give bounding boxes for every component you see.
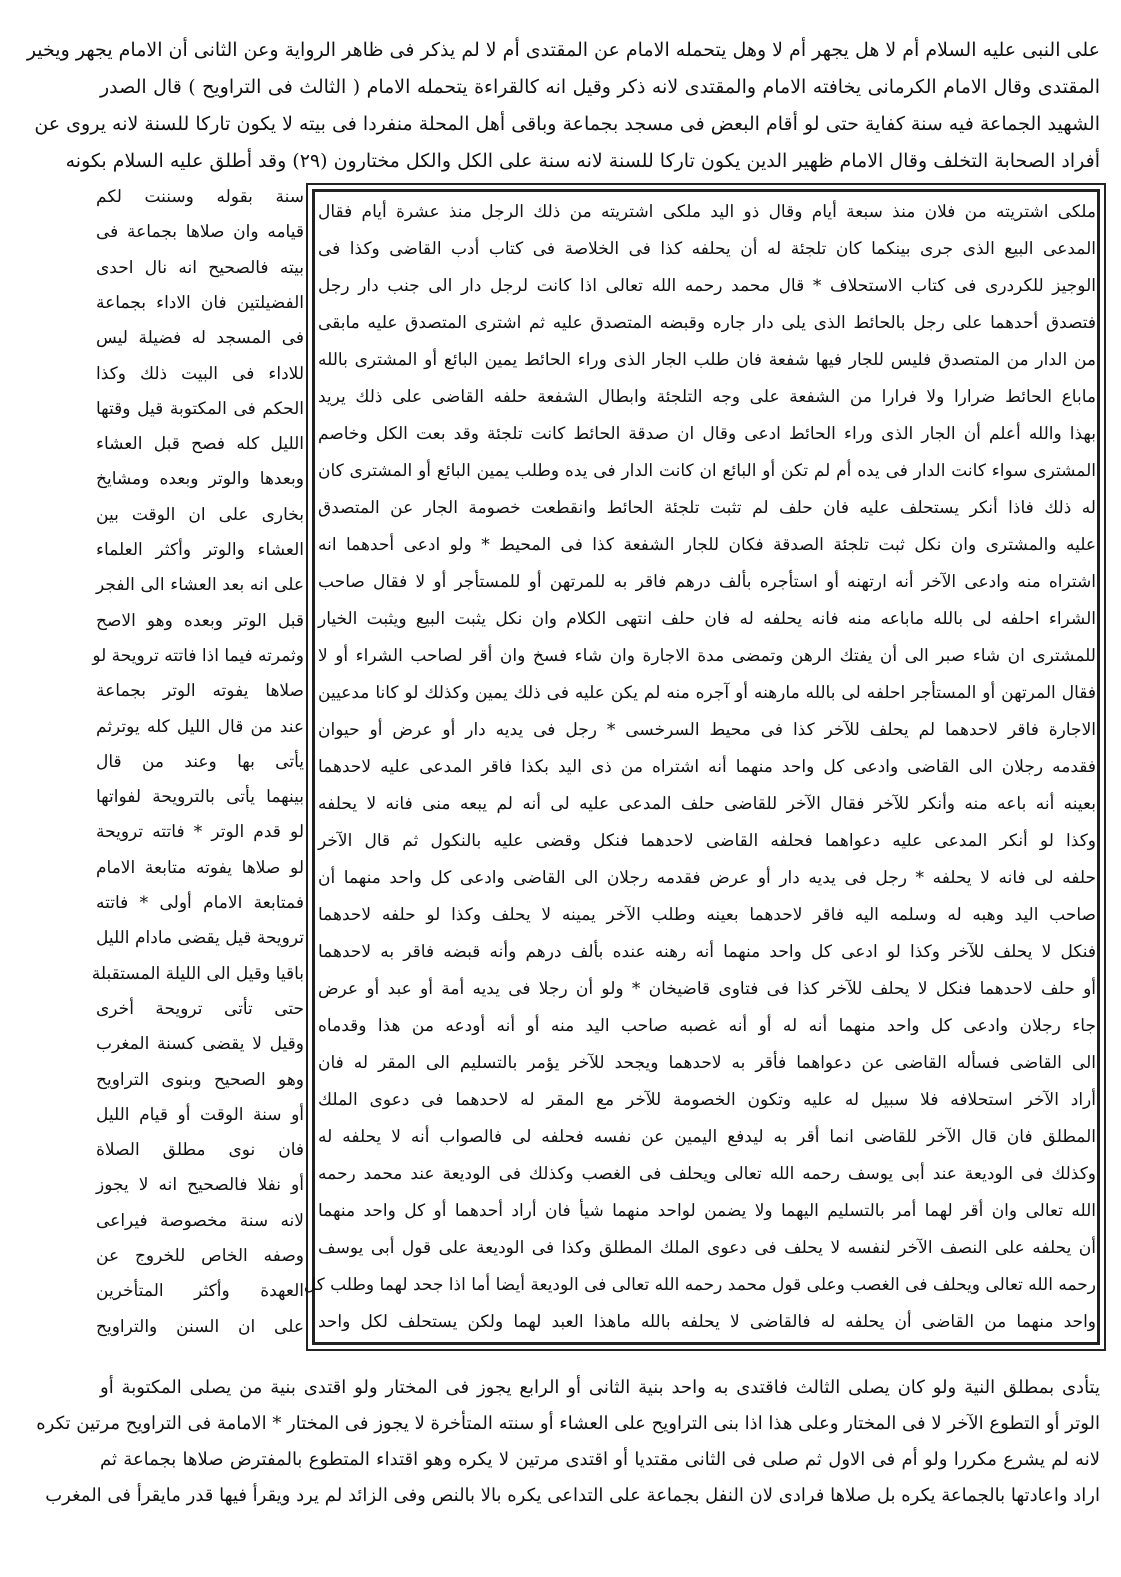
framed-text-line: صاحب اليد وهبه له وسلمه اليه فاقر لاحدهما بعينه وطلب الآخر يمينه لا يحلف وكذا لو حلفه لاحدهما [318, 905, 1096, 925]
framed-text-line: عليه والمشترى وان نكل ثبت تلجئة الصدقة فكان للجار الشفعة كذا فى المحيط * ولو ادعى أحدهما انه [318, 535, 1096, 555]
side-text-line: فمتابعة الامام أولى * فاتته [96, 893, 304, 913]
side-text-line: بيته فالصحيح انه نال احدى [96, 257, 304, 278]
side-text-line: وبعدها والوتر وبعده ومشايخ [96, 469, 304, 490]
side-text-line: أو نفلا فالصحيح انه لا يجوز [96, 1175, 304, 1196]
framed-text-line: الشراء احلفه لى بالله ماباعه منه فانه يحلفه له فان حلف انتهى الكلام وان نكل يثبت البيع ويثبت الخيار [318, 609, 1096, 629]
framed-text-line: الله تعالى وان أقر لهما أمر بالتسليم اليهما ولا يضمن لواحد منهما شيأ فان أراد أحدهما أو كل واحد منهما [318, 1201, 1096, 1221]
framed-text-line: ماباع الحائط ضرارا ولا فرارا من الشفعة على وجه التلجئة وابطال الشفعة حلفه القاضى على ذلك يريد [318, 387, 1096, 407]
framed-text-line: المطلق فان قال الآخر للقاضى انما أقر به ليدفع اليمين عن نفسه فحلفه لى فالصواب أنه لا يحلفه له [318, 1127, 1096, 1147]
side-text-line: ترويحة قيل يقضى مادام الليل [96, 928, 304, 949]
side-text-line: العشاء والوتر وأكثر العلماء [96, 540, 304, 560]
side-text-line: سنة بقوله وسننت لكم [96, 187, 304, 207]
side-text-line: فان نوى مطلق الصلاة [96, 1140, 304, 1161]
side-text-line: الفضيلتين فان الاداء بجماعة [96, 292, 304, 313]
framed-text-line: فتصدق أحدهما على رجل بالحائط الذى يلى دار جاره وقبضه المتصدق عليه ثم اشترى المتصدق عليه مابقى [318, 313, 1096, 333]
framed-text-line: أن يحلفه على النصف الآخر لنفسه لا يحلف فى دعوى الملك المطلق وكذا فى الوديعة على قول أبى يوسف [318, 1238, 1096, 1258]
framed-text-line: المدعى البيع الذى جرى بينكما كان تلجئة له أن يحلفه كذا فى الخلاصة فى كتاب أدب القاضى وكذا فى [318, 239, 1096, 259]
side-text-line: باقيا وقيل الى الليلة المستقبلة [91, 963, 304, 984]
framed-text-line: حلفه لى فانه لا يحلفه * رجل فى يديه دار أو عرض فقدمه رجلان الى القاضى وادعى كل واحد منهما أن [318, 868, 1096, 888]
framed-text-line: فقدمه رجلان الى القاضى وادعى كل واحد منهما أنه اشتراه من ذى اليد بكذا فاقر المدعى عليه لاحدهما [318, 757, 1096, 777]
framed-text-line: من الدار من المتصدق فليس للجار فيها شفعة فان طلب الجار الذى وراء الحائط يمين البائع أو المشترى بالله [318, 350, 1096, 370]
side-text-line: فى المسجد له فضيلة ليس [96, 328, 304, 349]
top-text-line: أفراد الصحابة التخلف وقال الامام ظهير الدين يكون تاركا للسنة لانه سنة على الكل والكل مختارون (٢٩) وقد أطلق عليه السلام بكونه [65, 150, 1100, 172]
side-text-line: بخارى على ان الوقت بين [96, 504, 304, 525]
framed-text-line: بهذا والله أعلم أن الجار الذى وراء الحائط ادعى وقال ان صدقة الحائط كانت تلجئة وقد بعت الكل وخاصم [318, 424, 1096, 444]
side-text-line: وثمرته فيما اذا فاتته ترويحة لو [92, 645, 304, 666]
framed-text-line: وكذلك فى الوديعة عند أبى يوسف رحمه الله تعالى ويحلف فى الغصب وكذلك فى الوديعة عند محمد رحمه [318, 1164, 1096, 1184]
side-text-line: على انه بعد العشاء الى الفجر [96, 575, 304, 596]
side-text-line: قيامه وان صلاها بجماعة فى [96, 222, 304, 243]
framed-text-line: الى القاضى فسأله القاضى عن دعواهما فأقر به لاحدهما ويجحد للآخر يؤمر بالتسليم الى المقر له فان [318, 1053, 1096, 1073]
framed-text-line: رحمه الله تعالى ويحلف فى الغصب وعلى قول محمد رحمه الله تعالى فى الوديعة أيضا أما اذا جحد لهما وطلب كل [303, 1275, 1096, 1295]
bottom-text-line: اراد واعادتها بالجماعة يكره بل صلاها فرادى لان النفل بجماعة على التداعى يكره بالا بالنص وفى الزائد لم يرد ويقرأ فيها قدر مايقرأ فى المغرب [45, 1485, 1100, 1506]
framed-text-line: جاء رجلان وادعى كل واحد منهما أنه له أو أنه غصبه صاحب اليد منه أو أنه أودعه من هذا وقدماه [318, 1016, 1096, 1036]
top-text-line: الشهيد الجماعة فيه سنة كفاية حتى لو أقام البعض فى مسجد بجماعة وباقى أهل المحلة منفردا فى بيته لا يكون تاركا للسنة لانه يروى عن [34, 113, 1100, 135]
side-text-line: صلاها يفوته الوتر بجماعة [96, 681, 304, 702]
side-text-line: للاداء فى البيت ذلك وكذا [96, 363, 304, 384]
side-text-line: قبل الوتر وبعده وهو الاصح [96, 610, 304, 631]
side-text-line: وقيل لا يقضى كسنة المغرب [96, 1034, 304, 1055]
side-text-line: على ان السنن والتراويح [96, 1316, 304, 1337]
side-text-line: لو قدم الوتر * فاتته ترويحة [96, 822, 304, 843]
side-text-line: يأتى بها وعند من قال [96, 751, 304, 772]
framed-text-line: اشتراه منه وادعى الآخر أنه ارتهنه أو استأجره بألف درهم فاقر به للمرتهن أو للمستأجر أو لا فقال صاحب [318, 572, 1096, 592]
framed-text-line: فنكل لا يحلف للآخر وكذا لو ادعى كل واحد منهما أنه رهنه عنده بألف درهم وأنه قبضه فاقر به لاحدهما [318, 942, 1096, 962]
framed-text-line: ملكى اشتريته من فلان منذ سبعة أيام وقال ذو اليد ملكى اشتريته من ذلك الرجل منذ عشرة أيام فقال [318, 202, 1096, 222]
side-text-line: بينهما يأتى بالترويحة لفواتها [96, 787, 304, 808]
side-text-line: الليل كله فصح قبل العشاء [96, 434, 304, 455]
framed-text-line: للمشترى ان شاء صبر الى أن يفتك الرهن وتمضى مدة الاجارة وان شاء فسخ وان أقر لصاحب الشراء أو لا [318, 646, 1096, 666]
framed-text-line: بعينه أنه باعه منه وأنكر للآخر فقال الآخر للقاضى حلف المدعى عليه لى أنه لم يبعه منى فانه لا يحلفه [318, 794, 1096, 814]
side-text-line: لو صلاها يفوته متابعة الامام [96, 857, 304, 878]
framed-text-line: أراد الآخر استحلافه فلا سبيل له عليه وتكون الخصومة للآخر مع المقر له لاحدهما فى دعوى الملك [318, 1090, 1096, 1110]
framed-text-line: أو حلف لاحدهما فنكل لا يحلف للآخر كذا فى فتاوى قاضيخان * ولو أن رجلا فى يديه أمة أو عبد أو عرض [318, 979, 1097, 999]
side-text-line: الحكم فى المكتوبة قيل وقتها [96, 398, 304, 419]
bottom-text-line: لانه لم يشرع مكررا ولو أم فى الاول ثم صلى فى الثانى مقتديا أو اقتدى مرتين لا يكره وهو اقتداء المتطوع بالمفترض صلاها بجماعة ثم [100, 1449, 1100, 1470]
top-text-line: المقتدى وقال الامام الكرمانى يخافته الامام والمقتدى لانه ذكر وقيل انه كالقراءة يتحمله الامام ( الثالث فى التراويح ) قال الصدر [100, 76, 1100, 98]
side-text-line: لانه سنة مخصوصة فيراعى [96, 1210, 304, 1231]
bottom-text-line: يتأدى بمطلق النية ولو كان يصلى الثالث فاقتدى به واحد بنية الثانى أو الرابع يجوز فى المختار ولو اقتدى بنية من يصلى المكتوبة أو [100, 1377, 1100, 1398]
side-text-line: حتى تأتى ترويحة أخرى [96, 998, 304, 1019]
side-text-line: العهدة وأكثر المتأخرين [96, 1281, 304, 1302]
side-text-line: عند من قال الليل كله يوترثم [96, 716, 304, 737]
framed-text-line: فقال المرتهن أو المستأجر احلفه لى بالله مارهنه أو آجره منه لم يكن عليه فى ذلك يمين وكذلك لو كانا مدعيين [318, 683, 1096, 703]
framed-text-line: المشترى سواء كانت الدار فى يده أم لم تكن أو البائع ان كانت الدار فى يده وطلب يمين البائع أو المشترى كان [318, 461, 1096, 481]
top-text-line: على النبى عليه السلام أم لا هل يجهر أم لا وهل يتحمله الامام عن المقتدى أم لا لم يذكر فى ظاهر الرواية وعن الثانى أن الامام يجهر ويخير [26, 39, 1100, 61]
framed-text-line: وكذا لو أنكر المدعى عليه دعواهما فحلفه القاضى لاحدهما فنكل وقضى عليه بالنكول ثم قال الآخر [318, 831, 1096, 851]
framed-text-line: له ذلك فاذا أنكر يستحلف عليه فان حلف لم تثبت تلجئة الحائط وانقطعت خصومة الجار عن المتصدق [318, 498, 1096, 518]
bottom-text-line: الوتر أو التطوع الآخر لا فى المختار وعلى هذا اذا بنى التراويح على العشاء أو سنته المتأخرة لا يجوز فى المختار * الامامة فى التراويح مرتين تكره [36, 1413, 1100, 1434]
framed-text-line: الوجيز للكردرى فى كتاب الاستحلاف * قال محمد رحمه الله تعالى اذا كانت لرجل دار الى جنب دار رجل [318, 276, 1096, 296]
framed-text-line: واحد منهما من القاضى أن يحلفه له فالقاضى لا يحلفه بالله ماهذا العبد لهما ولكن يستحلف لكل واحد [318, 1312, 1096, 1332]
side-text-line: أو سنة الوقت أو قيام الليل [96, 1104, 304, 1125]
side-text-line: وصفه الخاص للخروج عن [96, 1246, 304, 1266]
framed-text-line: الاجارة فاقر لاحدهما لم يحلف للآخر كذا فى محيط السرخسى * رجل فى يديه دار أو عرض أو حيوان [318, 720, 1096, 740]
side-text-line: وهو الصحيح وبنوى التراويح [96, 1069, 304, 1090]
